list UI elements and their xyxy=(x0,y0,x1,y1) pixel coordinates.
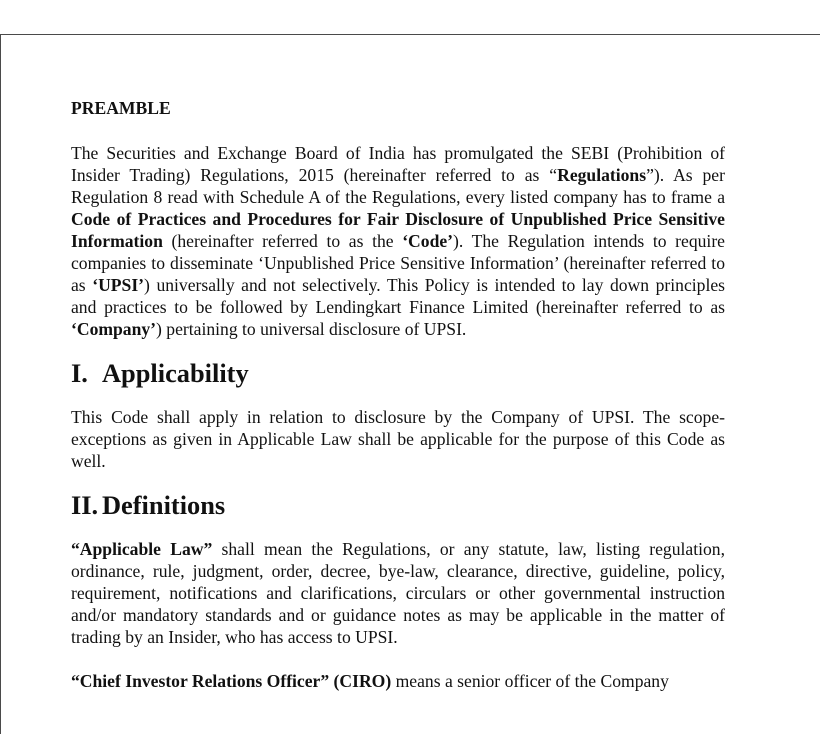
definition-text: means a senior officer of the Company xyxy=(391,671,669,691)
definition-term: “Applicable Law” xyxy=(71,539,213,559)
regulations-term: Regulations xyxy=(557,165,647,185)
definition-text: shall mean the Regulations, or any statute, law, listing regulation, ordinance, rule, judgment, order, decree, bye-law, clearance, directive, guideline, policy, requirement, notifications and clarifications, circulars or other governmental instruction and/or mandatory standards and or guidance notes as may be applicable in the matter of trading by an Insider, who has access to UPSI. xyxy=(71,539,725,647)
preamble-text-1: The Securities and Exchange Board of India has promulgated the SEBI (Prohibition of Insider Trading) Regulations, 2015 (hereinafter referred to as “ xyxy=(71,143,725,185)
preamble-text-3: (hereinafter referred to as the xyxy=(162,231,403,251)
definition-term: “Chief Investor Relations Officer” (CIRO) xyxy=(71,671,392,691)
page-content xyxy=(71,97,725,692)
preamble-paragraph xyxy=(71,142,725,340)
definition-applicable-law xyxy=(71,538,725,648)
upsi-term: ‘UPSI’ xyxy=(92,275,145,295)
preamble-heading: PREAMBLE xyxy=(71,98,171,118)
preamble-text-5: ) universally and not selectively. This Policy is intended to lay down principles and practices to be followed by Lendingkart Finance Limited (hereinafter referred to as xyxy=(71,275,725,317)
applicability-heading xyxy=(71,358,725,388)
definition-ciro xyxy=(71,670,725,692)
section-title: Definitions xyxy=(102,490,226,520)
applicability-paragraph: This Code shall apply in relation to disclosure by the Company of UPSI. The scope-exceptions as given in Applicable Law shall be applicable for the purpose of this Code as well. xyxy=(71,407,725,471)
company-term: ‘Company’ xyxy=(71,319,157,339)
preamble-text-4: ). The Regulation intends to require companies to disseminate ‘Unpublished Price Sensitive Information’ (hereinafter referred to as xyxy=(71,231,725,295)
section-number: I. xyxy=(71,358,88,388)
code-title-term: Code of Practices and Procedures for Fair Disclosure of Unpublished Price Sensitive Information xyxy=(71,209,725,251)
section-number: II. xyxy=(71,490,99,520)
preamble-text-2: ”). As per Regulation 8 read with Schedule A of the Regulations, every listed company has to frame a xyxy=(71,165,725,207)
section-title: Applicability xyxy=(102,358,249,388)
preamble-text-6: ) pertaining to universal disclosure of UPSI. xyxy=(156,319,467,339)
definitions-heading xyxy=(71,490,725,520)
code-term: ‘Code’ xyxy=(402,231,454,251)
document-page xyxy=(0,34,820,734)
